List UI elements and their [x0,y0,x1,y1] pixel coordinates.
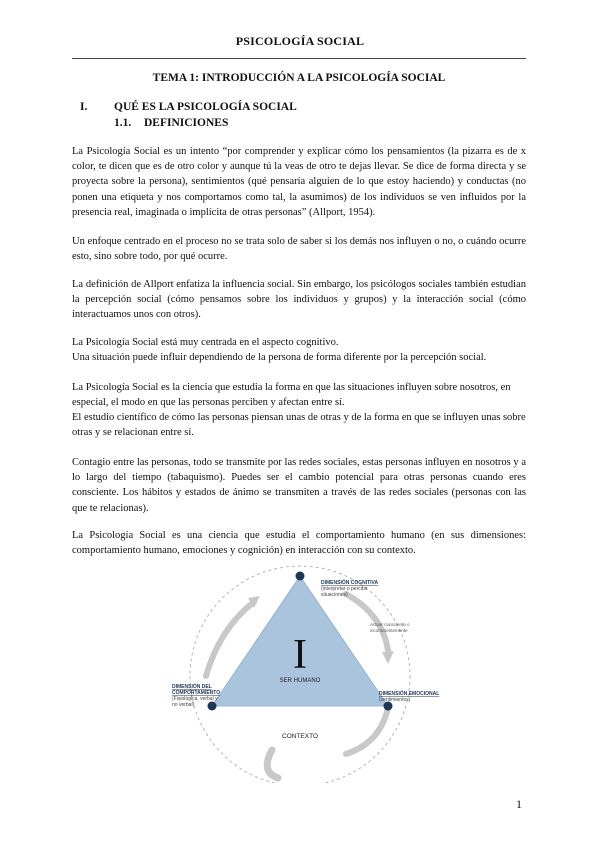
vertex-behavior-dot [208,702,217,711]
human-dimensions-diagram [150,558,450,783]
cognitive-sub-line1: (interpretar o percibir [321,586,368,592]
cognitive-title: DIMENSIÓN COGNITIVA [321,580,379,586]
conscious-note-line1: Actuar consciente o [370,622,410,627]
context-label: CONTEXTO [282,733,318,740]
subsection-title: DEFINICIONES [144,117,229,129]
behavior-sub-line2: no verbal) [172,702,195,708]
section-number: I. [80,101,88,113]
paragraph-cognitive-focus: La Psicología Social está muy centrada en el aspecto cognitivo. [72,337,339,348]
paragraph-process-focus: Un enfoque centrado en el proceso no se trata solo de saber si los demás nos influyen o no, o cuándo ocurre esto, sino sobre todo, por qué ocurre. [72,236,526,263]
paragraph-scientific-study: El estudio científico de cómo las personas piensan unas de otras y de la forma en que se influyen unas sobre otras y se relacionan entre sí. [72,412,526,439]
running-header: PSICOLOGÍA SOCIAL [235,34,365,48]
arrow-emotional-context [346,708,388,754]
paragraph-allport-emphasis: La definición de Allport enfatiza la influencia social. Sin embargo, los psicólogos sociales también estudian la percepción social (cómo pensamos sobre los individuos y grupos) y la interacción social (cómo interactuamos unos con otros). [72,279,526,321]
paragraph-science-definition: La Psicología Social es la ciencia que estudia la forma en que las situaciones influyen sobre nosotros, en especial, el modo en que las personas perciben y afectan entre sí. [72,382,511,409]
section-heading [80,101,297,113]
emotional-title: DIMENSIÓN EMOCIONAL [379,691,440,697]
behavior-sub-line1: (Fisiológica, verbal y [172,696,218,702]
paragraph-dimensions: La Psicología Social es una ciencia que estudia el comportamiento humano (en sus dimensiones: comportamiento humano, emociones y cognición) en interacción con su contexto. [72,530,526,557]
header-divider [72,58,526,59]
paragraph-contagion: Contagio entre las personas, todo se transmite por las redes sociales, estas personas influyen en nosotros y a lo largo del tiempo (tabaquismo). Puedes ser el cambio potencial para otras personas cuando eres consciente. Los hábitos y estados de ánimo se transmiten a través de las redes sociales (personas con las que te relacionas). [72,457,526,514]
conscious-note-line2: inconscientemente [370,628,408,633]
center-label: SER HUMANO [279,678,321,684]
paragraph-situation-influence: Una situación puede influir dependiendo de la persona de forma diferente por la percepción social. [72,352,487,363]
page-number: 1 [516,797,522,811]
arrow-head-right [382,651,394,664]
paragraph-allport-definition: La Psicología Social es un intento “por comprender y explicar cómo los pensamientos (la pizarra es de x color, te dicen que es de otro color y aunque tú la veas de otro te dejas llevar. Se dice de forma directa y se proyecta sobre la persona), sentimientos (qué pensaría alguien de lo que estoy haciendo) y conductas (no ponen una etiqueta y nos comportamos como tal, la asumimos) de los individuos se ven influidos por la presencia real, imaginada o implícita de otras personas” (Allport, 1954). [72,146,526,218]
cognitive-sub-line2: situaciones) [321,592,348,598]
center-letter: I [293,632,307,678]
subsection-heading [114,117,228,129]
behavior-title-line2: COMPORTAMIENTO [172,690,221,696]
subsection-number: 1.1. [114,117,132,129]
vertex-cognitive-dot [296,572,305,581]
section-title: QUÉ ES LA PSICOLOGÍA SOCIAL [114,101,297,113]
document-title: TEMA 1: INTRODUCCIÓN A LA PSICOLOGÍA SOCIAL [152,72,446,84]
behavior-title-line1: DIMENSIÓN DEL [172,684,212,690]
emotional-sub: (sentimientos) [379,697,411,703]
arrow-bottom-loop [267,750,278,778]
